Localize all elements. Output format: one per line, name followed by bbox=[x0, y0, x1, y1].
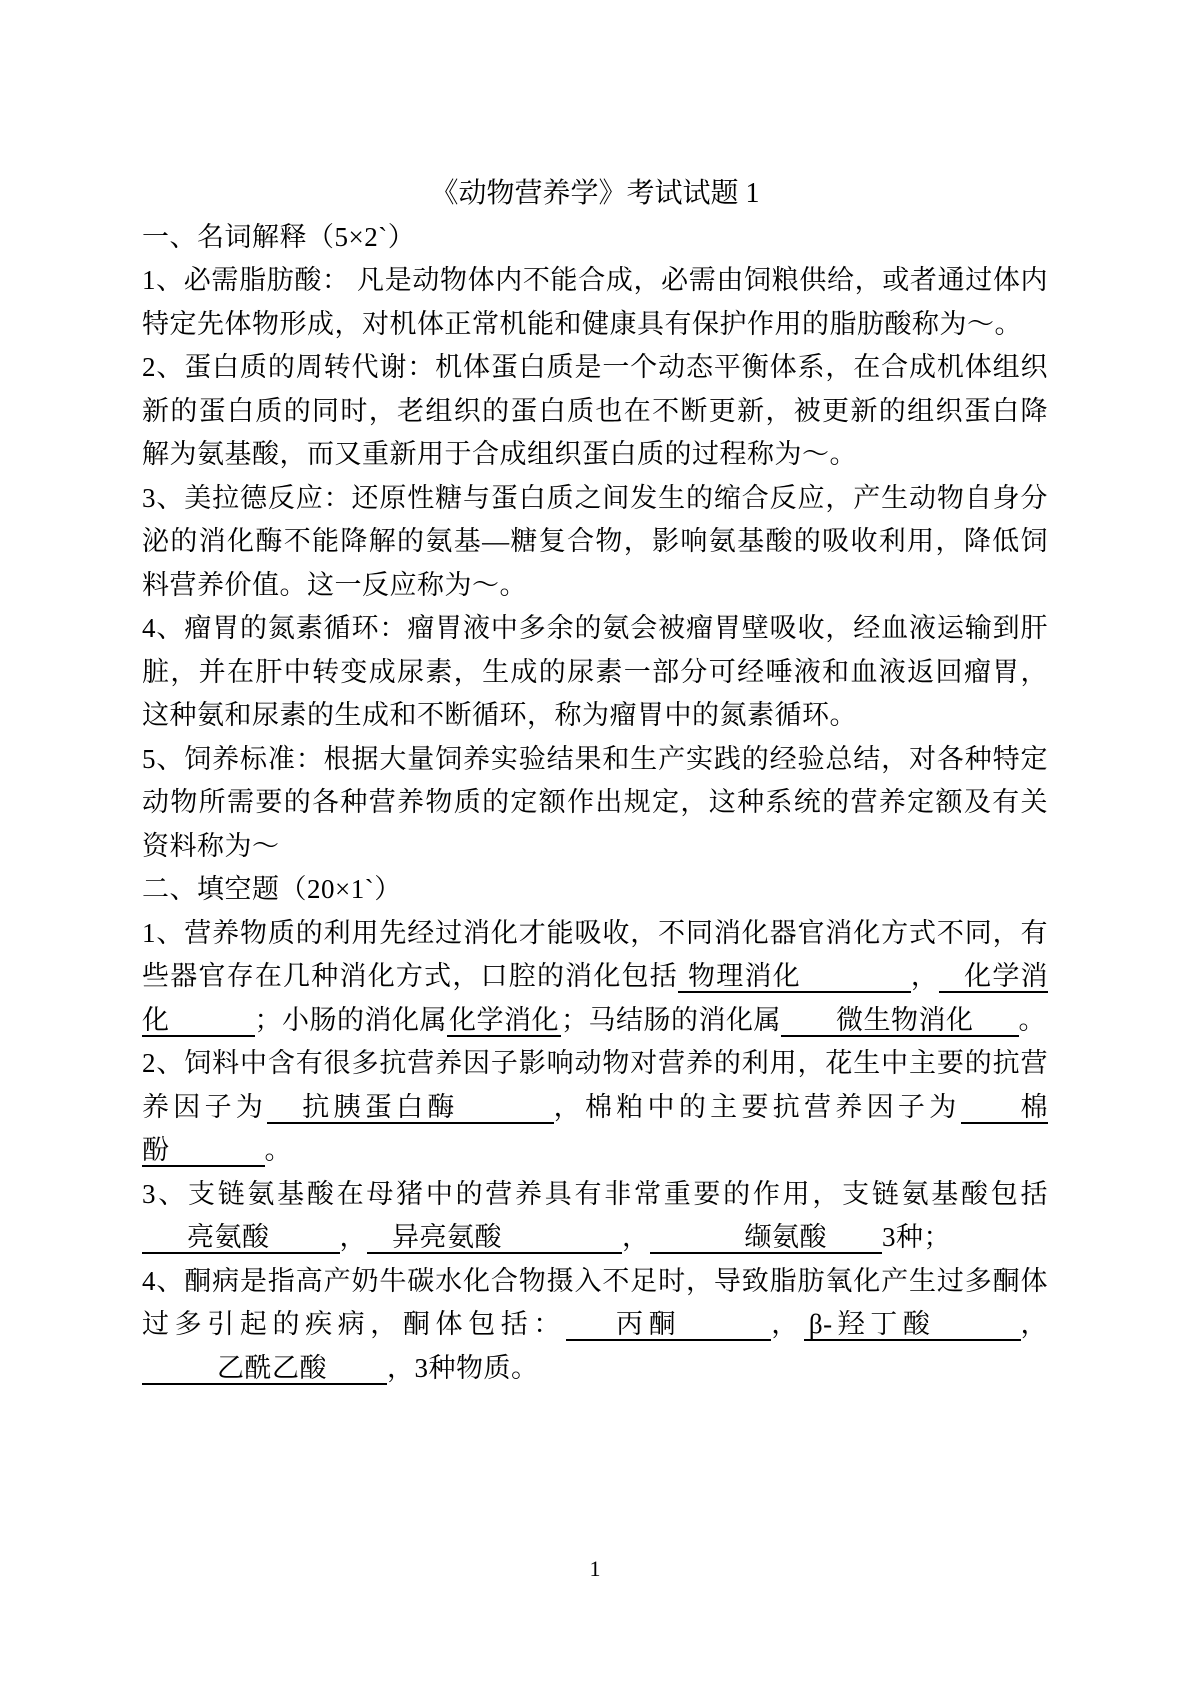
text-segment: ；马结肠的消化属 bbox=[561, 1004, 781, 1035]
blank-answer: β-羟丁酸 bbox=[804, 1309, 1021, 1341]
definition-item-3: 3、美拉德反应：还原性糖与蛋白质之间发生的缩合反应，产生动物自身分泌的消化酶不能降解的氨基—糖复合物，影响氨基酸的吸收利用，降低饲料营养价值。这一反应称为～。 bbox=[142, 482, 1048, 600]
text-segment: 3、支链氨基酸在母猪中的营养具有非常重要的作用，支链氨基酸包括 bbox=[142, 1178, 1048, 1209]
blank-answer: 抗胰蛋白酶 bbox=[267, 1092, 553, 1124]
definition-item-2: 2、蛋白质的周转代谢：机体蛋白质是一个动态平衡体系，在合成机体组织新的蛋白质的同时，老组织的蛋白质也在不断更新，被更新的组织蛋白降解为氨基酸，而又重新用于合成组织蛋白质的过程称为～。 bbox=[142, 352, 1048, 469]
definition-item-5: 5、饲养标准：根据大量饲养实验结果和生产实践的经验总结，对各种特定动物所需要的各种营养物质的定额作出规定，这种系统的营养定额及有关资料称为～ bbox=[142, 743, 1048, 861]
page-number: 1 bbox=[589, 1556, 601, 1581]
text-segment: 4、酮病是指高产奶牛碳水化合物摄入不足时，导致脂肪氧化产生过多酮体过多引起的疾病，酮体包括： bbox=[142, 1265, 1048, 1339]
blank-answer: 微生物消化 bbox=[781, 1005, 1019, 1037]
text-segment: ， bbox=[339, 1222, 367, 1252]
fill-blank-item-2 bbox=[142, 1042, 1048, 1173]
text-segment: 3种； bbox=[882, 1222, 951, 1252]
text-segment: ；小肠的消化属 bbox=[254, 1004, 447, 1035]
text-segment: 2、饲料中含有很多抗营养因子影响动物对营养的利用，花生中主要的抗营养因子为 bbox=[142, 1048, 1048, 1122]
blank-answer: 丙酮 bbox=[566, 1309, 771, 1341]
fill-blank-item-3 bbox=[142, 1173, 1048, 1260]
blank-answer: 化学消化 bbox=[449, 1004, 559, 1035]
fill-blank-item-1 bbox=[142, 912, 1048, 1043]
section-2-heading: 二、填空题（20×1`） bbox=[142, 874, 402, 904]
text-segment: ， bbox=[910, 961, 940, 991]
text-segment: 。 bbox=[1018, 1004, 1046, 1035]
text-segment: 。 bbox=[264, 1135, 292, 1165]
page-title: 《动物营养学》考试试题 1 bbox=[430, 178, 760, 209]
blank-answer: 化学消化 bbox=[142, 961, 1049, 1035]
blank-answer: 异亮氨酸 bbox=[367, 1222, 622, 1254]
text-segment: ， bbox=[622, 1222, 650, 1252]
fill-blank-item-4 bbox=[142, 1260, 1048, 1391]
blank-answer: 乙酰乙酸 bbox=[142, 1353, 387, 1385]
section-1-heading: 一、名词解释（5×2`） bbox=[142, 221, 416, 252]
text-segment: ， bbox=[771, 1309, 804, 1339]
blank-answer: 棉酚 bbox=[142, 1091, 1049, 1165]
definition-item-4: 4、瘤胃的氮素循环：瘤胃液中多余的氨会被瘤胃壁吸收，经血液运输到肝脏，并在肝中转变成尿素，生成的尿素一部分可经唾液和血液返回瘤胃，这种氨和尿素的生成和不断循环，称为瘤胃中的氮素循环。 bbox=[142, 613, 1048, 730]
text-segment: ，棉粕中的主要抗营养因子为 bbox=[553, 1091, 961, 1122]
definition-item-1: 1、必需脂肪酸： 凡是动物体内不能合成，必需由饲粮供给，或者通过体内特定先体物形成，对机体正常机能和健康具有保护作用的脂肪酸称为～。 bbox=[142, 265, 1048, 339]
blank-answer: 缬氨酸 bbox=[650, 1222, 883, 1254]
blank-answer: 物理消化 bbox=[678, 961, 911, 993]
text-segment: ， bbox=[1020, 1309, 1049, 1339]
blank-answer: 亮氨酸 bbox=[142, 1222, 340, 1254]
text-segment: ，3种物质。 bbox=[387, 1352, 539, 1383]
text-segment: 1、营养物质的利用先经过消化才能吸收，不同消化器官消化方式不同，有些器官存在几种消化方式，口腔的消化包括 bbox=[142, 917, 1048, 991]
